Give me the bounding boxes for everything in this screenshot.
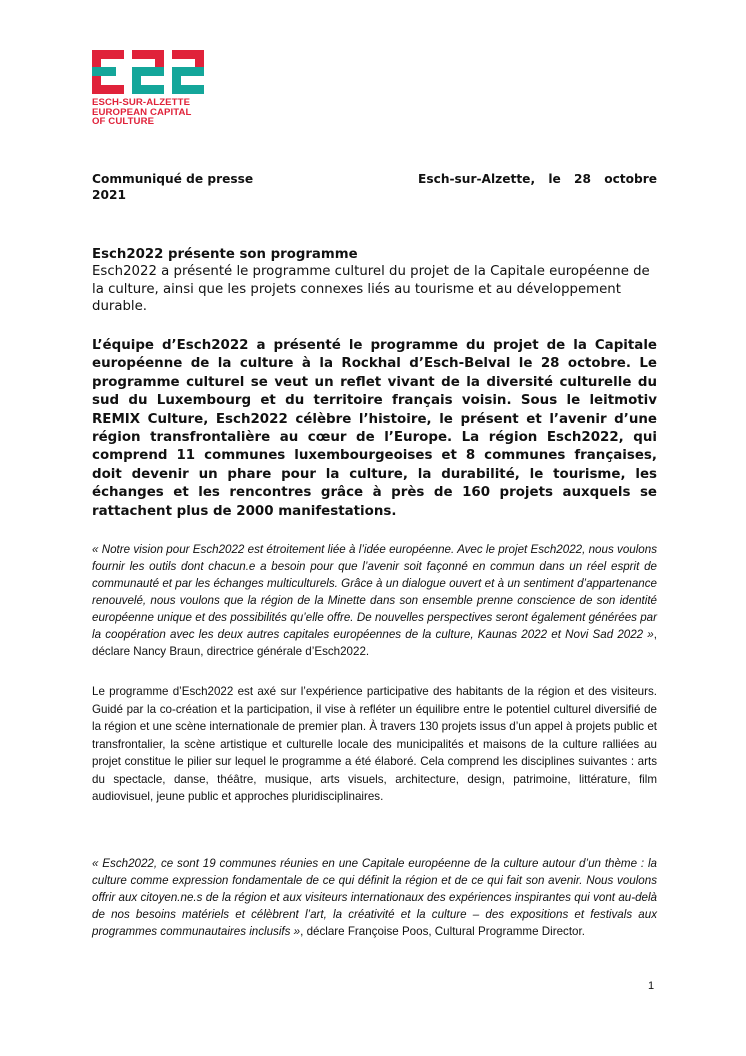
lead-paragraph: Esch2022 a présenté le programme culturel du projet de la Capitale européenne de la culture, ainsi que les projets connexes liés au tourisme et au développement durable. xyxy=(92,264,650,314)
logo-line-1: ESCH-SUR-ALZETTE xyxy=(92,97,191,108)
page-number: 1 xyxy=(648,980,655,992)
quote-nancy-braun xyxy=(92,541,657,660)
page-title: Esch2022 présente son programme xyxy=(92,247,358,262)
intro-bold-paragraph: L’équipe d’Esch2022 a présenté le programme du projet de la Capitale européenne de la culture à la Rockhal d’Esch-Belval le 28 octobre. Le programme culturel se veut un reflet vivant de la diversité culturelle du sud du Luxembourg et du territoire français voisin. Sous le leitmotiv REMIX Culture, Esch2022 célèbre l’histoire, le présent et l’avenir d’une région transfrontalière au cœur de l’Europe. La région Esch2022, qui comprend 11 communes luxembourgeoises et 8 communes françaises, doit devenir un phare pour la culture, la durabilité, le tourisme, les échanges et les rencontres grâce à près de 160 projets auxquels se rattachent plus de 2000 manifestations. xyxy=(92,338,657,519)
esch2022-logo xyxy=(92,50,204,127)
quote-text: « Esch2022, ce sont 19 communes réunies en une Capitale européenne de la culture autour d’un thème : la culture comme expression fondamentale de ce qui définit la région et de ce qui fait son avenir. Nous voulons offrir aux citoyen.ne.s de la région et aux visiteurs internationaux des expériences inspirantes qui vont au-delà de nos besoins matériels et célèbrent l’art, la créativité et la culture – des expositions et festivals aux programmes communautaires inclusifs » xyxy=(92,857,657,938)
date-line: Esch-sur-Alzette, le 28 octobre xyxy=(418,172,657,186)
quote-text: « Notre vision pour Esch2022 est étroitement liée à l’idée européenne. Avec le projet Esch2022, nous voulons fournir les outils dont chacun.e a besoin pour que l’avenir soit façonné en commun dans un réel esprit de communauté et par les échanges multiculturels. Grâce à un dialogue ouvert et à un sentiment d’appartenance renouvelé, nous voulons que la région de la Minette dans son ensemble prenne conscience de son identité européenne unique et des possibilités qu’elle offre. De nouvelles perspectives seront également générées par la coopération avec les deux autres capitales européennes de la culture, Kaunas 2022 et Novi Sad 2022 » xyxy=(92,543,657,641)
quote-attribution: , déclare Françoise Poos, Cultural Programme Director. xyxy=(300,925,585,938)
logo-line-3: OF CULTURE xyxy=(92,116,155,128)
quote-francoise-poos xyxy=(92,855,657,940)
press-release-label: Communiqué de presse xyxy=(92,172,254,186)
logo-line-2: EUROPEAN CAPITAL xyxy=(92,106,192,118)
programme-paragraph: Le programme d’Esch2022 est axé sur l’expérience participative des habitants de la région et des visiteurs. Guidé par la co-création et la participation, il vise à refléter un équilibre entre le potentiel culturel diversifié de la région et une scène internationale de premier plan. À travers 130 projets issus d’un appel à projets public et transfrontalier, la scène artistique et culturelle locale des municipalités et maisons de la culture ralliées au projet constitue le pilier sur lequel le programme a été élaboré. Cela comprend les disciplines suivantes : arts du spectacle, danse, théâtre, musique, arts visuels, architecture, design, patrimoine, littérature, film audiovisuel, jeune public et approches pluridisciplinaires. xyxy=(92,685,657,803)
logo-wordmark xyxy=(92,98,204,127)
quote-attribution: , déclare Nancy Braun, directrice générale d’Esch2022. xyxy=(92,628,657,658)
date-year: 2021 xyxy=(92,188,126,202)
e22-logo-mark-icon xyxy=(92,50,204,94)
